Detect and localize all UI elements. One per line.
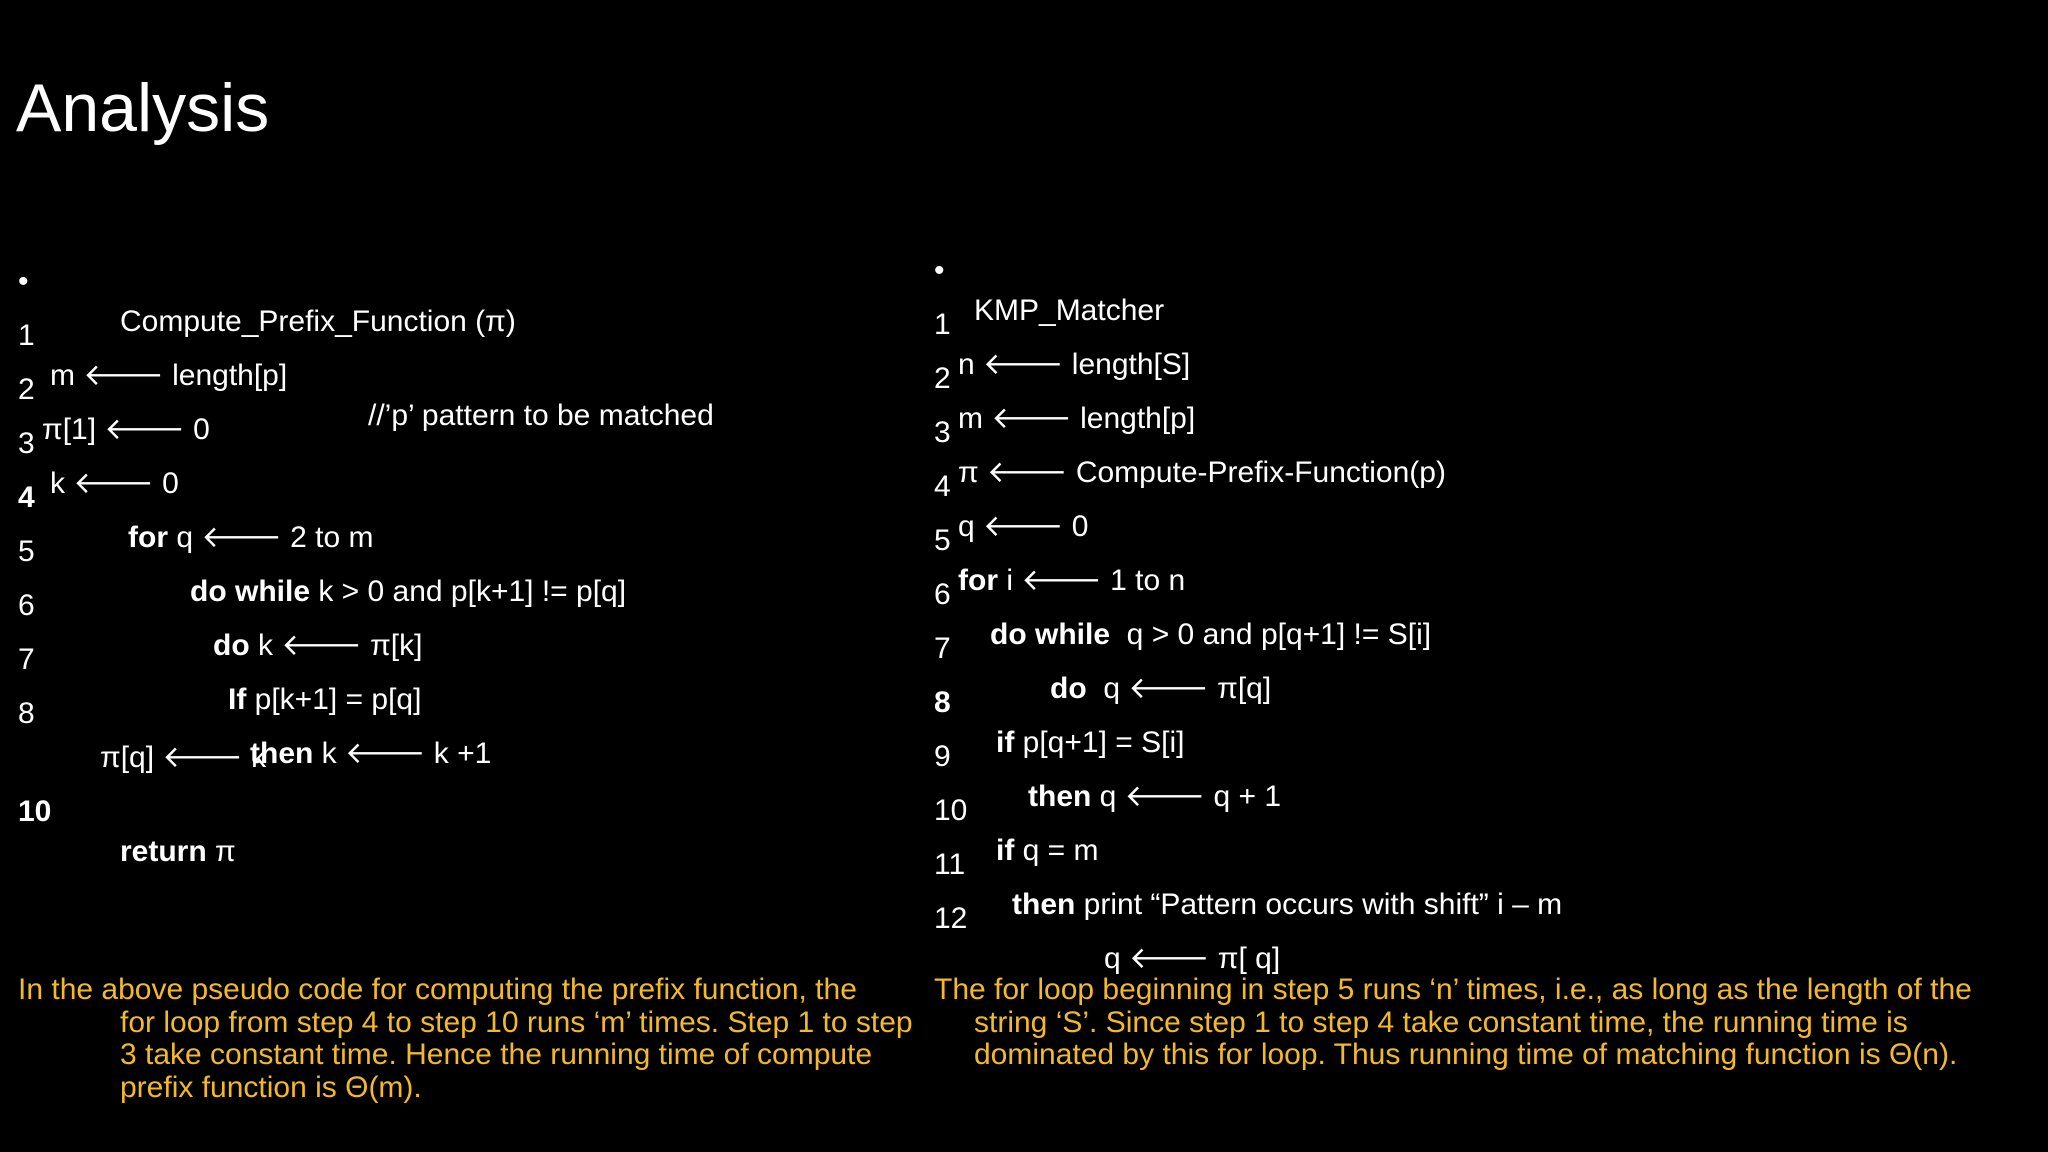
- line-number: 5: [18, 535, 35, 568]
- line-code: m 🡐 length[p]: [958, 402, 1196, 435]
- keyword: then: [1028, 780, 1092, 813]
- line-number: 12: [934, 902, 968, 935]
- line-code: q 🡐 π[ q]: [1104, 942, 1281, 975]
- keyword: do while: [990, 618, 1110, 651]
- line-code: π[1] 🡐 0: [42, 413, 210, 446]
- line-number: 10: [934, 794, 968, 827]
- line-code: π: [206, 835, 236, 868]
- slide-title: Analysis: [16, 70, 270, 146]
- prefix-function-code: [18, 222, 918, 868]
- line-number: 3: [18, 427, 35, 460]
- line-number: 1: [18, 319, 35, 352]
- line-number: 2: [18, 373, 35, 406]
- keyword: then: [1012, 888, 1076, 921]
- line-number: 6: [18, 589, 35, 622]
- line-code: q 🡐 q + 1: [1091, 780, 1282, 813]
- keyword: for: [128, 521, 168, 554]
- line-number: 8: [18, 697, 35, 730]
- line-code: k 🡐 0: [50, 467, 179, 500]
- line-code: q 🡐 2 to m: [168, 521, 374, 554]
- prefix-function-heading: [18, 222, 516, 338]
- line-code: m 🡐 length[p]: [50, 359, 288, 392]
- line-code: k 🡐 k +1: [313, 737, 492, 770]
- line-number: 8: [934, 686, 951, 719]
- keyword: return: [120, 835, 207, 868]
- keyword: if: [996, 726, 1015, 759]
- line-number: 3: [934, 416, 951, 449]
- line-number: 4: [934, 470, 951, 503]
- heading-text: Compute_Prefix_Function (π): [120, 305, 516, 338]
- note-first-line: In the above pseudo code for computing the prefix function, the: [18, 973, 857, 1006]
- kmp-matcher-heading: [934, 211, 1165, 327]
- keyword: do: [1050, 672, 1087, 705]
- note-rest: for loop from step 4 to step 10 runs ‘m’ times. Step 1 to step 3 take constant time. Hence the running time of compute prefix function is Θ(m).: [120, 1005, 913, 1104]
- line-code: q > 0 and p[q+1] != S[i]: [1110, 618, 1432, 651]
- line-code: k > 0 and p[k+1] != p[q]: [310, 575, 627, 608]
- keyword: do while: [190, 575, 310, 608]
- line-code: π[q] 🡐 k: [100, 741, 267, 774]
- keyword: if: [996, 834, 1015, 867]
- line-code: q = m: [1014, 834, 1099, 867]
- bullet: •: [934, 254, 945, 287]
- line-code: q 🡐 π[q]: [1086, 672, 1272, 705]
- bullet: •: [18, 265, 29, 298]
- line-code: p[q+1] = S[i]: [1014, 726, 1185, 759]
- prefix-function-note: [18, 974, 918, 1104]
- line-number: 4: [18, 481, 35, 514]
- line-number: 11: [934, 848, 966, 881]
- kmp-matcher-note: [934, 974, 2024, 1072]
- line-code: i 🡐 1 to n: [998, 564, 1186, 597]
- keyword: If: [228, 683, 247, 716]
- note-rest: string ‘S’. Since step 1 to step 4 take constant time, the running time is dominated by this for loop. Thus running time of matching function is Θ(n).: [974, 1005, 1958, 1071]
- code-line-4: [934, 427, 1089, 543]
- line-code: q 🡐 0: [958, 510, 1089, 543]
- heading-text: KMP_Matcher: [974, 294, 1165, 327]
- line-number: 1: [934, 308, 951, 341]
- line-code: n 🡐 length[S]: [958, 348, 1191, 381]
- line-number: 6: [934, 578, 951, 611]
- keyword: do: [213, 629, 250, 662]
- line-code: π 🡐 Compute-Prefix-Function(p): [958, 456, 1446, 489]
- keyword: then: [250, 737, 314, 770]
- line-code: print “Pattern occurs with shift” i – m: [1075, 888, 1563, 921]
- line-code: p[k+1] = p[q]: [246, 683, 422, 716]
- line-number: 9: [934, 740, 951, 773]
- line-number: 7: [18, 643, 35, 676]
- line-number: 2: [934, 362, 951, 395]
- line-number: 7: [934, 632, 951, 665]
- kmp-matcher-code: [934, 211, 2024, 975]
- note-first-line: The for loop beginning in step 5 runs ‘n’ times, i.e., as long as the length of the: [934, 973, 1972, 1006]
- line-number: 5: [934, 524, 951, 557]
- line-comment: //’p’ pattern to be matched: [368, 399, 714, 432]
- line-number: 10: [18, 795, 52, 828]
- keyword: for: [958, 564, 998, 597]
- line-code: k 🡐 π[k]: [249, 629, 423, 662]
